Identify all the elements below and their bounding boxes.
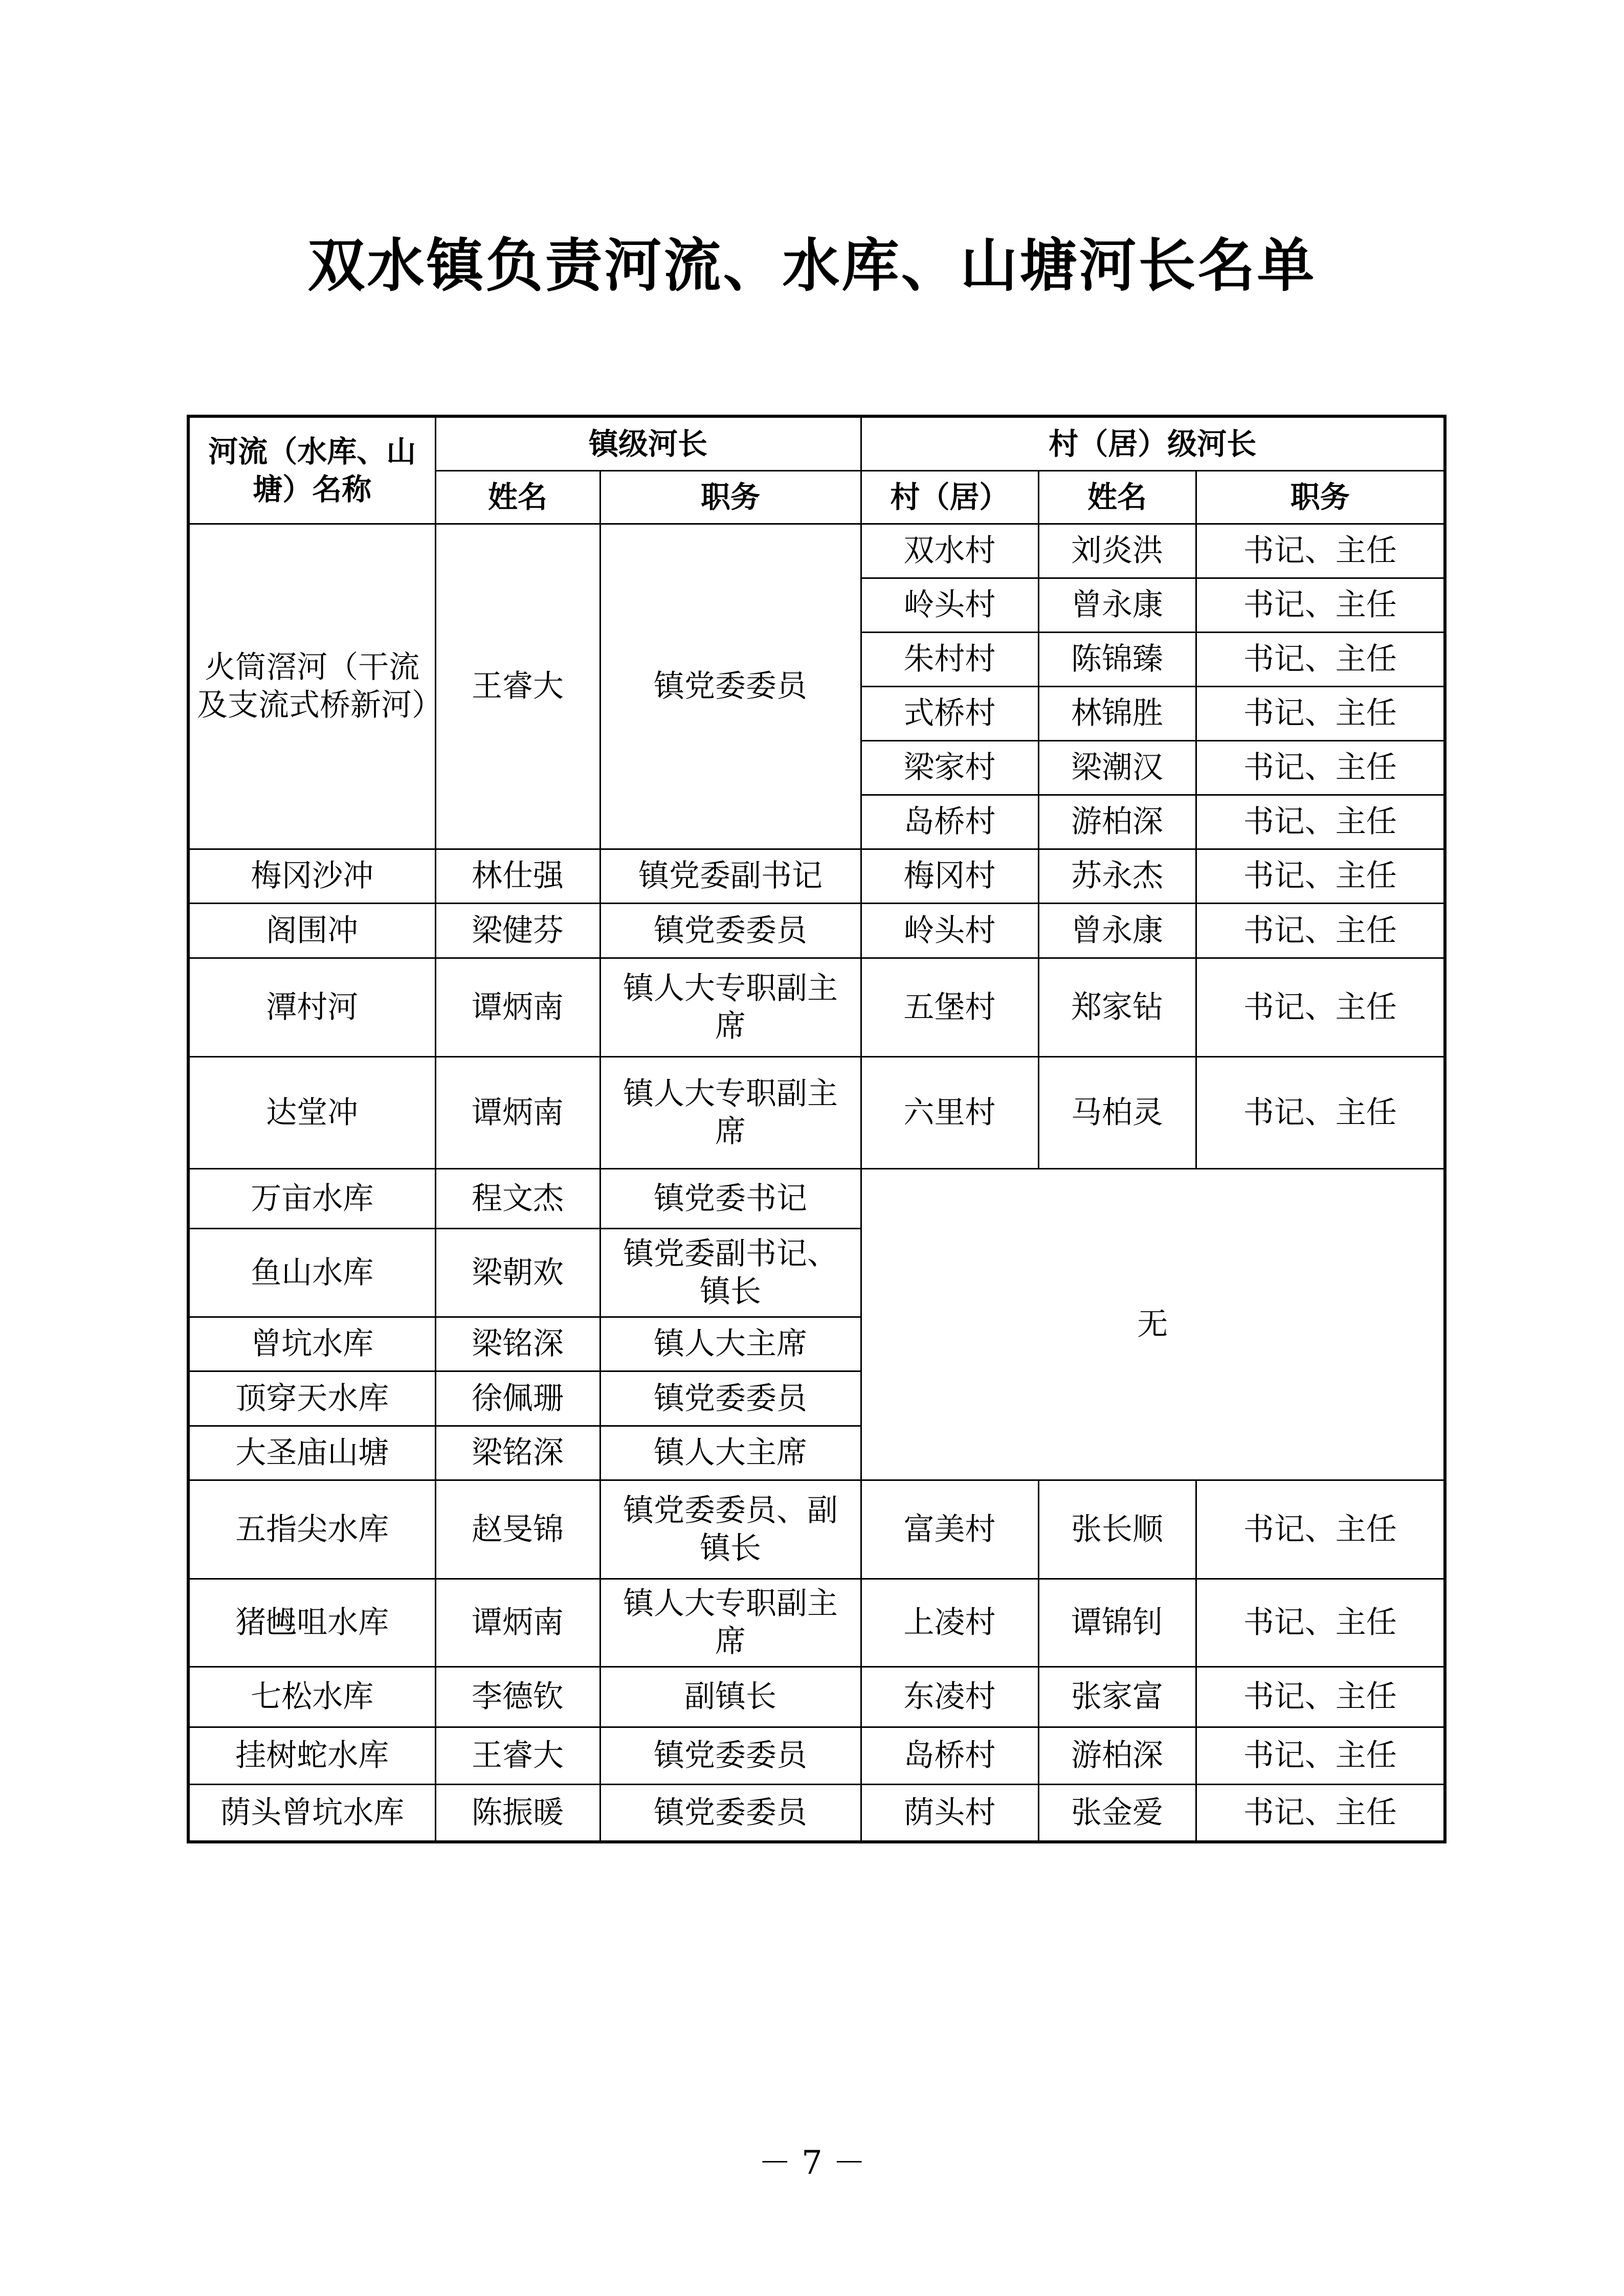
village-cell: 岭头村	[861, 903, 1038, 958]
town-position-cell: 镇党委副书记、镇长	[600, 1228, 861, 1317]
page-number: － 7 －	[758, 2144, 866, 2182]
village-cell: 富美村	[861, 1480, 1038, 1579]
table-row	[188, 1480, 1445, 1579]
village-leader-cell: 游柏深	[1038, 795, 1196, 849]
town-leader-cell: 梁铭深	[435, 1317, 600, 1371]
village-leader-cell: 马柏灵	[1038, 1056, 1196, 1168]
village-cell: 式桥村	[861, 686, 1038, 740]
document-title: 双水镇负责河流、水库、山塘河长名单	[307, 232, 1317, 299]
town-position-cell: 镇人大专职副主席	[600, 958, 861, 1056]
water-body-cell: 七松水库	[188, 1667, 435, 1727]
table-row	[188, 1667, 1445, 1727]
village-leader-cell: 林锦胜	[1038, 686, 1196, 740]
town-leader-cell: 谭炳南	[435, 1579, 600, 1667]
header-village-position: 职务	[1196, 470, 1445, 524]
village-leader-cell: 张长顺	[1038, 1480, 1196, 1579]
town-leader-cell: 王睿大	[435, 1727, 600, 1784]
village-position-cell: 书记、主任	[1196, 1579, 1445, 1667]
village-leader-cell: 谭锦钊	[1038, 1579, 1196, 1667]
town-position-cell: 镇党委委员	[600, 1727, 861, 1784]
town-position-cell: 镇党委委员、副镇长	[600, 1480, 861, 1579]
town-position-cell: 镇党委委员	[600, 1371, 861, 1426]
town-position-cell: 镇党委委员	[600, 903, 861, 958]
town-leader-cell: 程文杰	[435, 1168, 600, 1228]
water-body-cell: 火筒滘河（干流及支流式桥新河）	[188, 524, 435, 849]
village-position-cell: 书记、主任	[1196, 795, 1445, 849]
town-leader-cell: 梁健芬	[435, 903, 600, 958]
town-position-cell: 副镇长	[600, 1667, 861, 1727]
town-leader-cell: 王睿大	[435, 524, 600, 849]
village-position-cell: 书记、主任	[1196, 1056, 1445, 1168]
village-position-cell: 书记、主任	[1196, 849, 1445, 903]
town-position-cell: 镇党委副书记	[600, 849, 861, 903]
town-leader-cell: 梁朝欢	[435, 1228, 600, 1317]
table-row	[188, 1727, 1445, 1784]
town-leader-cell: 赵旻锦	[435, 1480, 600, 1579]
table-row	[188, 903, 1445, 958]
village-position-cell: 书记、主任	[1196, 903, 1445, 958]
village-leader-cell: 陈锦臻	[1038, 632, 1196, 686]
water-body-cell: 挂树蛇水库	[188, 1727, 435, 1784]
village-position-cell: 书记、主任	[1196, 740, 1445, 795]
town-position-cell: 镇人大专职副主席	[600, 1056, 861, 1168]
water-body-cell: 荫头曾坑水库	[188, 1784, 435, 1842]
town-position-cell: 镇党委书记	[600, 1168, 861, 1228]
village-position-cell: 书记、主任	[1196, 1727, 1445, 1784]
village-position-cell: 书记、主任	[1196, 524, 1445, 578]
no-village-chief-cell: 无	[861, 1168, 1445, 1480]
village-position-cell: 书记、主任	[1196, 958, 1445, 1056]
town-leader-cell: 陈振暖	[435, 1784, 600, 1842]
town-position-cell: 镇党委委员	[600, 1784, 861, 1842]
village-position-cell: 书记、主任	[1196, 1667, 1445, 1727]
water-body-cell: 万亩水库	[188, 1168, 435, 1228]
village-position-cell: 书记、主任	[1196, 632, 1445, 686]
water-body-cell: 达堂冲	[188, 1056, 435, 1168]
header-village-name: 姓名	[1038, 470, 1196, 524]
village-leader-cell: 张金爱	[1038, 1784, 1196, 1842]
village-leader-cell: 曾永康	[1038, 903, 1196, 958]
village-leader-cell: 张家富	[1038, 1667, 1196, 1727]
village-cell: 五堡村	[861, 958, 1038, 1056]
town-leader-cell: 徐佩珊	[435, 1371, 600, 1426]
table-row	[188, 1056, 1445, 1168]
village-position-cell: 书记、主任	[1196, 1480, 1445, 1579]
village-cell: 岛桥村	[861, 795, 1038, 849]
town-position-cell: 镇人大主席	[600, 1317, 861, 1371]
town-leader-cell: 李德钦	[435, 1667, 600, 1727]
village-cell: 岛桥村	[861, 1727, 1038, 1784]
header-town-position: 职务	[600, 470, 861, 524]
water-body-cell: 五指尖水库	[188, 1480, 435, 1579]
header-water-body: 河流（水库、山塘）名称	[188, 416, 435, 524]
town-leader-cell: 林仕强	[435, 849, 600, 903]
village-leader-cell: 郑家钻	[1038, 958, 1196, 1056]
water-body-cell: 大圣庙山塘	[188, 1426, 435, 1480]
village-leader-cell: 刘炎洪	[1038, 524, 1196, 578]
header-town-name: 姓名	[435, 470, 600, 524]
table-row	[188, 1168, 1445, 1228]
village-position-cell: 书记、主任	[1196, 1784, 1445, 1842]
table-row	[188, 1784, 1445, 1842]
village-cell: 上凌村	[861, 1579, 1038, 1667]
water-body-cell: 猪乸咀水库	[188, 1579, 435, 1667]
table-row	[188, 849, 1445, 903]
village-cell: 岭头村	[861, 578, 1038, 632]
town-position-cell: 镇人大主席	[600, 1426, 861, 1480]
village-cell: 梁家村	[861, 740, 1038, 795]
water-body-cell: 阁围冲	[188, 903, 435, 958]
village-cell: 梅冈村	[861, 849, 1038, 903]
village-position-cell: 书记、主任	[1196, 578, 1445, 632]
water-body-cell: 顶穿天水库	[188, 1371, 435, 1426]
village-cell: 朱村村	[861, 632, 1038, 686]
village-cell: 东凌村	[861, 1667, 1038, 1727]
village-cell: 双水村	[861, 524, 1038, 578]
water-body-cell: 潭村河	[188, 958, 435, 1056]
town-leader-cell: 谭炳南	[435, 1056, 600, 1168]
town-leader-cell: 谭炳南	[435, 958, 600, 1056]
header-village: 村（居）	[861, 470, 1038, 524]
village-leader-cell: 游柏深	[1038, 1727, 1196, 1784]
water-body-cell: 鱼山水库	[188, 1228, 435, 1317]
table-row	[188, 1579, 1445, 1667]
village-leader-cell: 苏永杰	[1038, 849, 1196, 903]
village-leader-cell: 曾永康	[1038, 578, 1196, 632]
village-cell: 六里村	[861, 1056, 1038, 1168]
town-position-cell: 镇党委委员	[600, 524, 861, 849]
header-village-level: 村（居）级河长	[861, 416, 1445, 470]
table-row	[188, 958, 1445, 1056]
village-position-cell: 书记、主任	[1196, 686, 1445, 740]
table-row	[188, 524, 1445, 578]
river-chief-table	[187, 415, 1447, 1843]
town-leader-cell: 梁铭深	[435, 1426, 600, 1480]
water-body-cell: 梅冈沙冲	[188, 849, 435, 903]
header-town-level: 镇级河长	[435, 416, 861, 470]
water-body-cell: 曾坑水库	[188, 1317, 435, 1371]
village-cell: 荫头村	[861, 1784, 1038, 1842]
town-position-cell: 镇人大专职副主席	[600, 1579, 861, 1667]
village-leader-cell: 梁潮汉	[1038, 740, 1196, 795]
